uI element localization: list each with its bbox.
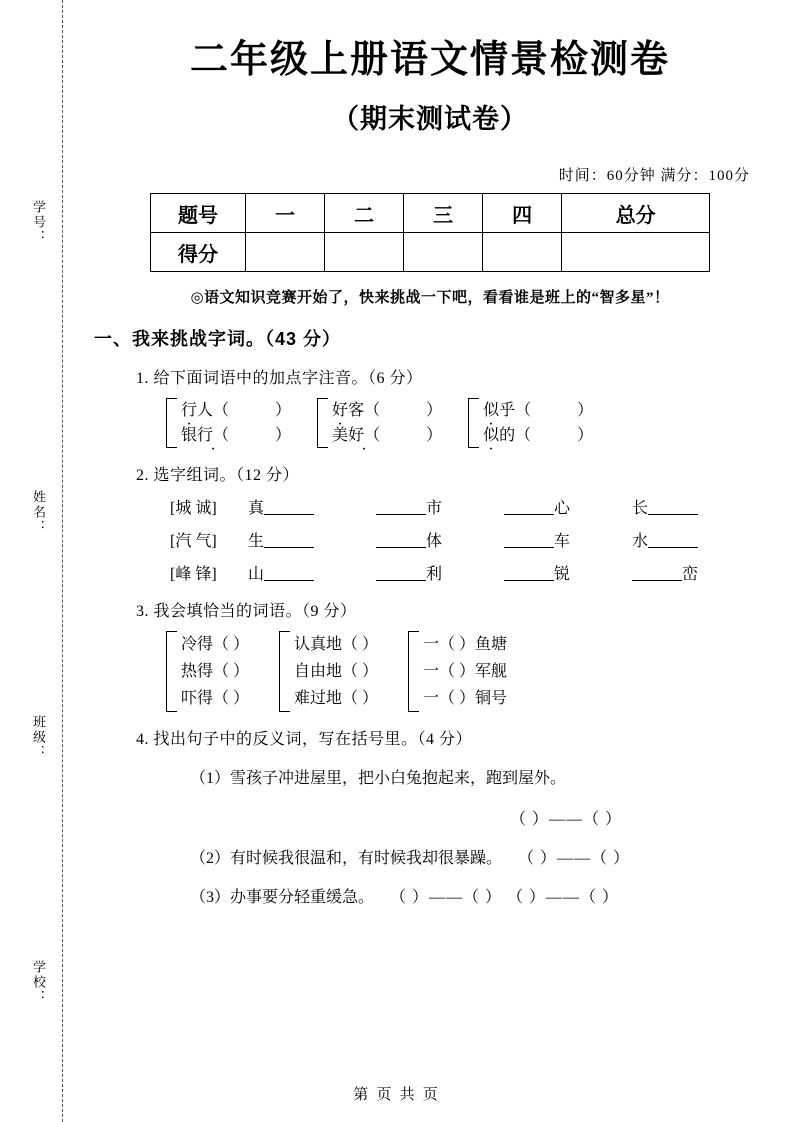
score-table-header-cell: 总分 (562, 194, 710, 233)
antonym-sentence: （2）有时候我很温和，有时候我却很暴躁。 (190, 850, 503, 867)
antonym-answer-blank[interactable]: （ ）——（ ） (510, 811, 623, 828)
fill-word-item[interactable]: 冷得（ ） (181, 636, 250, 653)
pinyin-item: 似的（ ） (483, 427, 594, 444)
question-3-groups (166, 631, 780, 712)
fill-word-item[interactable]: 一（ ）鱼塘 (423, 636, 508, 653)
brace-group (166, 631, 249, 712)
char-choice-box: [汽 气] (170, 533, 217, 550)
fill-blank-item[interactable]: 利 (376, 561, 504, 584)
score-table (150, 193, 710, 272)
score-table-label-cell: 得分 (151, 233, 246, 272)
char-choice-box: [峰 锋] (170, 566, 217, 583)
page-subtitle: （期末测试卷） (332, 104, 528, 134)
score-input-cell[interactable] (325, 233, 404, 272)
fill-blank-item[interactable]: 心 (504, 495, 632, 518)
table-row (151, 194, 710, 233)
score-input-cell[interactable] (483, 233, 562, 272)
fill-blank-item[interactable]: 峦 (632, 561, 760, 584)
pick-row (170, 561, 780, 584)
fill-blank-item[interactable]: 水 (632, 528, 760, 551)
fill-blank-item[interactable]: 长 (632, 495, 760, 518)
antonym-sentence-row (190, 845, 780, 868)
question-3-label: 3. 我会填恰当的词语。（9 分） (136, 603, 357, 620)
pick-row (170, 495, 780, 518)
fill-blank-item[interactable]: 生 (248, 528, 376, 551)
section-title-1: 一、我来挑战字词。（43 分） (94, 329, 342, 349)
score-table-header-cell: 题号 (151, 194, 246, 233)
fill-blank-item[interactable]: 锐 (504, 561, 632, 584)
question-4-label: 4. 找出句子中的反义词，写在括号里。（4 分） (136, 731, 473, 748)
fill-word-item[interactable]: 认真地（ ） (294, 636, 379, 653)
score-table-header-cell: 一 (246, 194, 325, 233)
pinyin-item: 好客（ ） (332, 402, 443, 419)
fill-blank-item[interactable]: 体 (376, 528, 504, 551)
page-title: 二年级上册语文情景检测卷 (189, 39, 670, 81)
fill-word-item[interactable]: 自由地（ ） (294, 663, 379, 680)
pinyin-item: 似乎（ ） (483, 402, 594, 419)
side-label-school: 学校： (31, 960, 46, 1005)
exam-meta: 时间：60分钟 满分：100分 (558, 168, 750, 184)
char-choice-box: [城 诚] (170, 500, 217, 517)
antonym-sentence: （3）办事要分轻重缓急。 (190, 889, 375, 906)
pinyin-item: 行人（ ） (181, 402, 292, 419)
question-2-label: 2. 选字组词。（12 分） (136, 467, 300, 484)
antonym-sentence-row (190, 884, 780, 907)
score-input-cell[interactable] (562, 233, 710, 272)
score-table-header-cell: 四 (483, 194, 562, 233)
table-row (151, 233, 710, 272)
side-label-student-id: 学号： (31, 200, 46, 245)
brace-icon (279, 631, 290, 712)
cut-line (62, 0, 63, 1122)
brace-icon (408, 631, 419, 712)
fill-word-item[interactable]: 一（ ）铜号 (423, 690, 508, 707)
exam-sheet (80, 0, 780, 1122)
brace-group (279, 631, 378, 712)
side-label-name: 姓名： (31, 490, 46, 535)
pinyin-item: 美好（ · ） (332, 423, 442, 448)
brace-group (166, 398, 291, 448)
antonym-answer-blank[interactable]: （ ）——（ ） (526, 850, 631, 867)
pinyin-item: 银行（ · ） (181, 423, 291, 448)
fill-blank-item[interactable]: 山 (248, 561, 376, 584)
brace-group (468, 398, 593, 448)
pick-row (170, 528, 780, 551)
brace-icon (468, 398, 479, 448)
score-input-cell[interactable] (404, 233, 483, 272)
score-table-header-cell: 二 (325, 194, 404, 233)
brace-icon (166, 631, 177, 712)
fill-blank-item[interactable]: 车 (504, 528, 632, 551)
brace-group (408, 631, 507, 712)
fill-word-item[interactable]: 一（ ）军舰 (423, 663, 508, 680)
side-label-class: 班级： (31, 715, 46, 760)
fill-word-item[interactable]: 吓得（ ） (181, 690, 250, 707)
brace-icon (317, 398, 328, 448)
antonym-answer-blank[interactable]: （ ）——（ ） （ ）——（ ） (398, 889, 620, 906)
fill-word-item[interactable]: 难过地（ ） (294, 690, 379, 707)
score-table-header-cell: 三 (404, 194, 483, 233)
score-input-cell[interactable] (246, 233, 325, 272)
fill-blank-item[interactable]: 市 (376, 495, 504, 518)
fill-blank-item[interactable]: 真 (248, 495, 376, 518)
question-1-groups (166, 398, 780, 448)
antonym-sentence: （1）雪孩子冲进屋里，把小白兔抱起来，跑到屋外。 (190, 770, 567, 787)
page-footer: 第 页 共 页 (353, 1086, 440, 1103)
brace-group (317, 398, 442, 448)
fill-word-item[interactable]: 热得（ ） (181, 663, 250, 680)
question-1-label: 1. 给下面词语中的加点字注音。（6 分） (136, 370, 423, 387)
intro-text: ◎语文知识竞赛开始了，快来挑战一下吧，看看谁是班上的“智多星”！ (190, 290, 670, 306)
brace-icon (166, 398, 177, 448)
